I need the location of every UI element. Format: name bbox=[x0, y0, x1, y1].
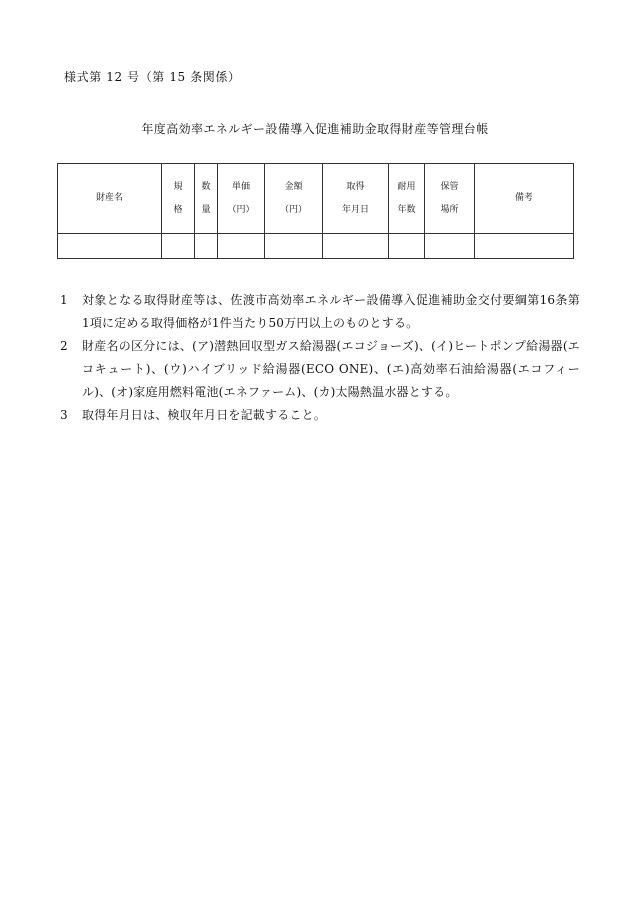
header-useful-life: 耐用 年数 bbox=[389, 164, 425, 234]
header-remarks: 備考 bbox=[475, 164, 574, 234]
cell-asset-name[interactable] bbox=[58, 234, 162, 259]
note-item bbox=[60, 335, 580, 404]
cell-spec[interactable] bbox=[162, 234, 195, 259]
header-asset-name: 財産名 bbox=[58, 164, 162, 234]
header-amount: 金額 （円） bbox=[265, 164, 323, 234]
note-number: 3 bbox=[60, 408, 68, 422]
note-text: 取得年月日は、検収年月日を記載すること。 bbox=[82, 408, 327, 422]
cell-acquisition-date[interactable] bbox=[323, 234, 389, 259]
notes-list bbox=[60, 289, 580, 427]
cell-storage-location[interactable] bbox=[425, 234, 475, 259]
cell-remarks[interactable] bbox=[475, 234, 574, 259]
asset-ledger-table bbox=[57, 163, 574, 259]
header-storage-location: 保管 場所 bbox=[425, 164, 475, 234]
cell-amount[interactable] bbox=[265, 234, 323, 259]
header-unit-price: 単価 （円） bbox=[218, 164, 265, 234]
header-quantity: 数 量 bbox=[195, 164, 218, 234]
table-row bbox=[58, 234, 574, 259]
cell-unit-price[interactable] bbox=[218, 234, 265, 259]
cell-quantity[interactable] bbox=[195, 234, 218, 259]
form-number: 様式第 12 号（第 15 条関係） bbox=[64, 70, 241, 84]
note-number: 1 bbox=[60, 293, 68, 307]
document-title: 年度高効率エネルギー設備導入促進補助金取得財産等管理台帳 bbox=[141, 122, 489, 136]
note-text: 対象となる取得財産等は、佐渡市高効率エネルギー設備導入促進補助金交付要綱第16条第1項に定める取得価格が1件当たり50万円以上のものとする。 bbox=[82, 293, 580, 330]
header-spec: 規 格 bbox=[162, 164, 195, 234]
note-item bbox=[60, 404, 580, 427]
header-acquisition-date: 取得 年月日 bbox=[323, 164, 389, 234]
cell-useful-life[interactable] bbox=[389, 234, 425, 259]
note-number: 2 bbox=[60, 339, 68, 353]
note-item bbox=[60, 289, 580, 335]
table-header-row bbox=[58, 164, 574, 234]
note-text: 財産名の区分には、(ア)潜熱回収型ガス給湯器(エコジョーズ)、(イ)ヒートポンプ給湯器(エコキュート)、(ウ)ハイブリッド給湯器(ECO ONE)、(エ)高効率石油給湯器(エコフィール)、(オ)家庭用燃料電池(エネファーム)、(カ)太陽熱温水器とする。 bbox=[82, 339, 580, 399]
